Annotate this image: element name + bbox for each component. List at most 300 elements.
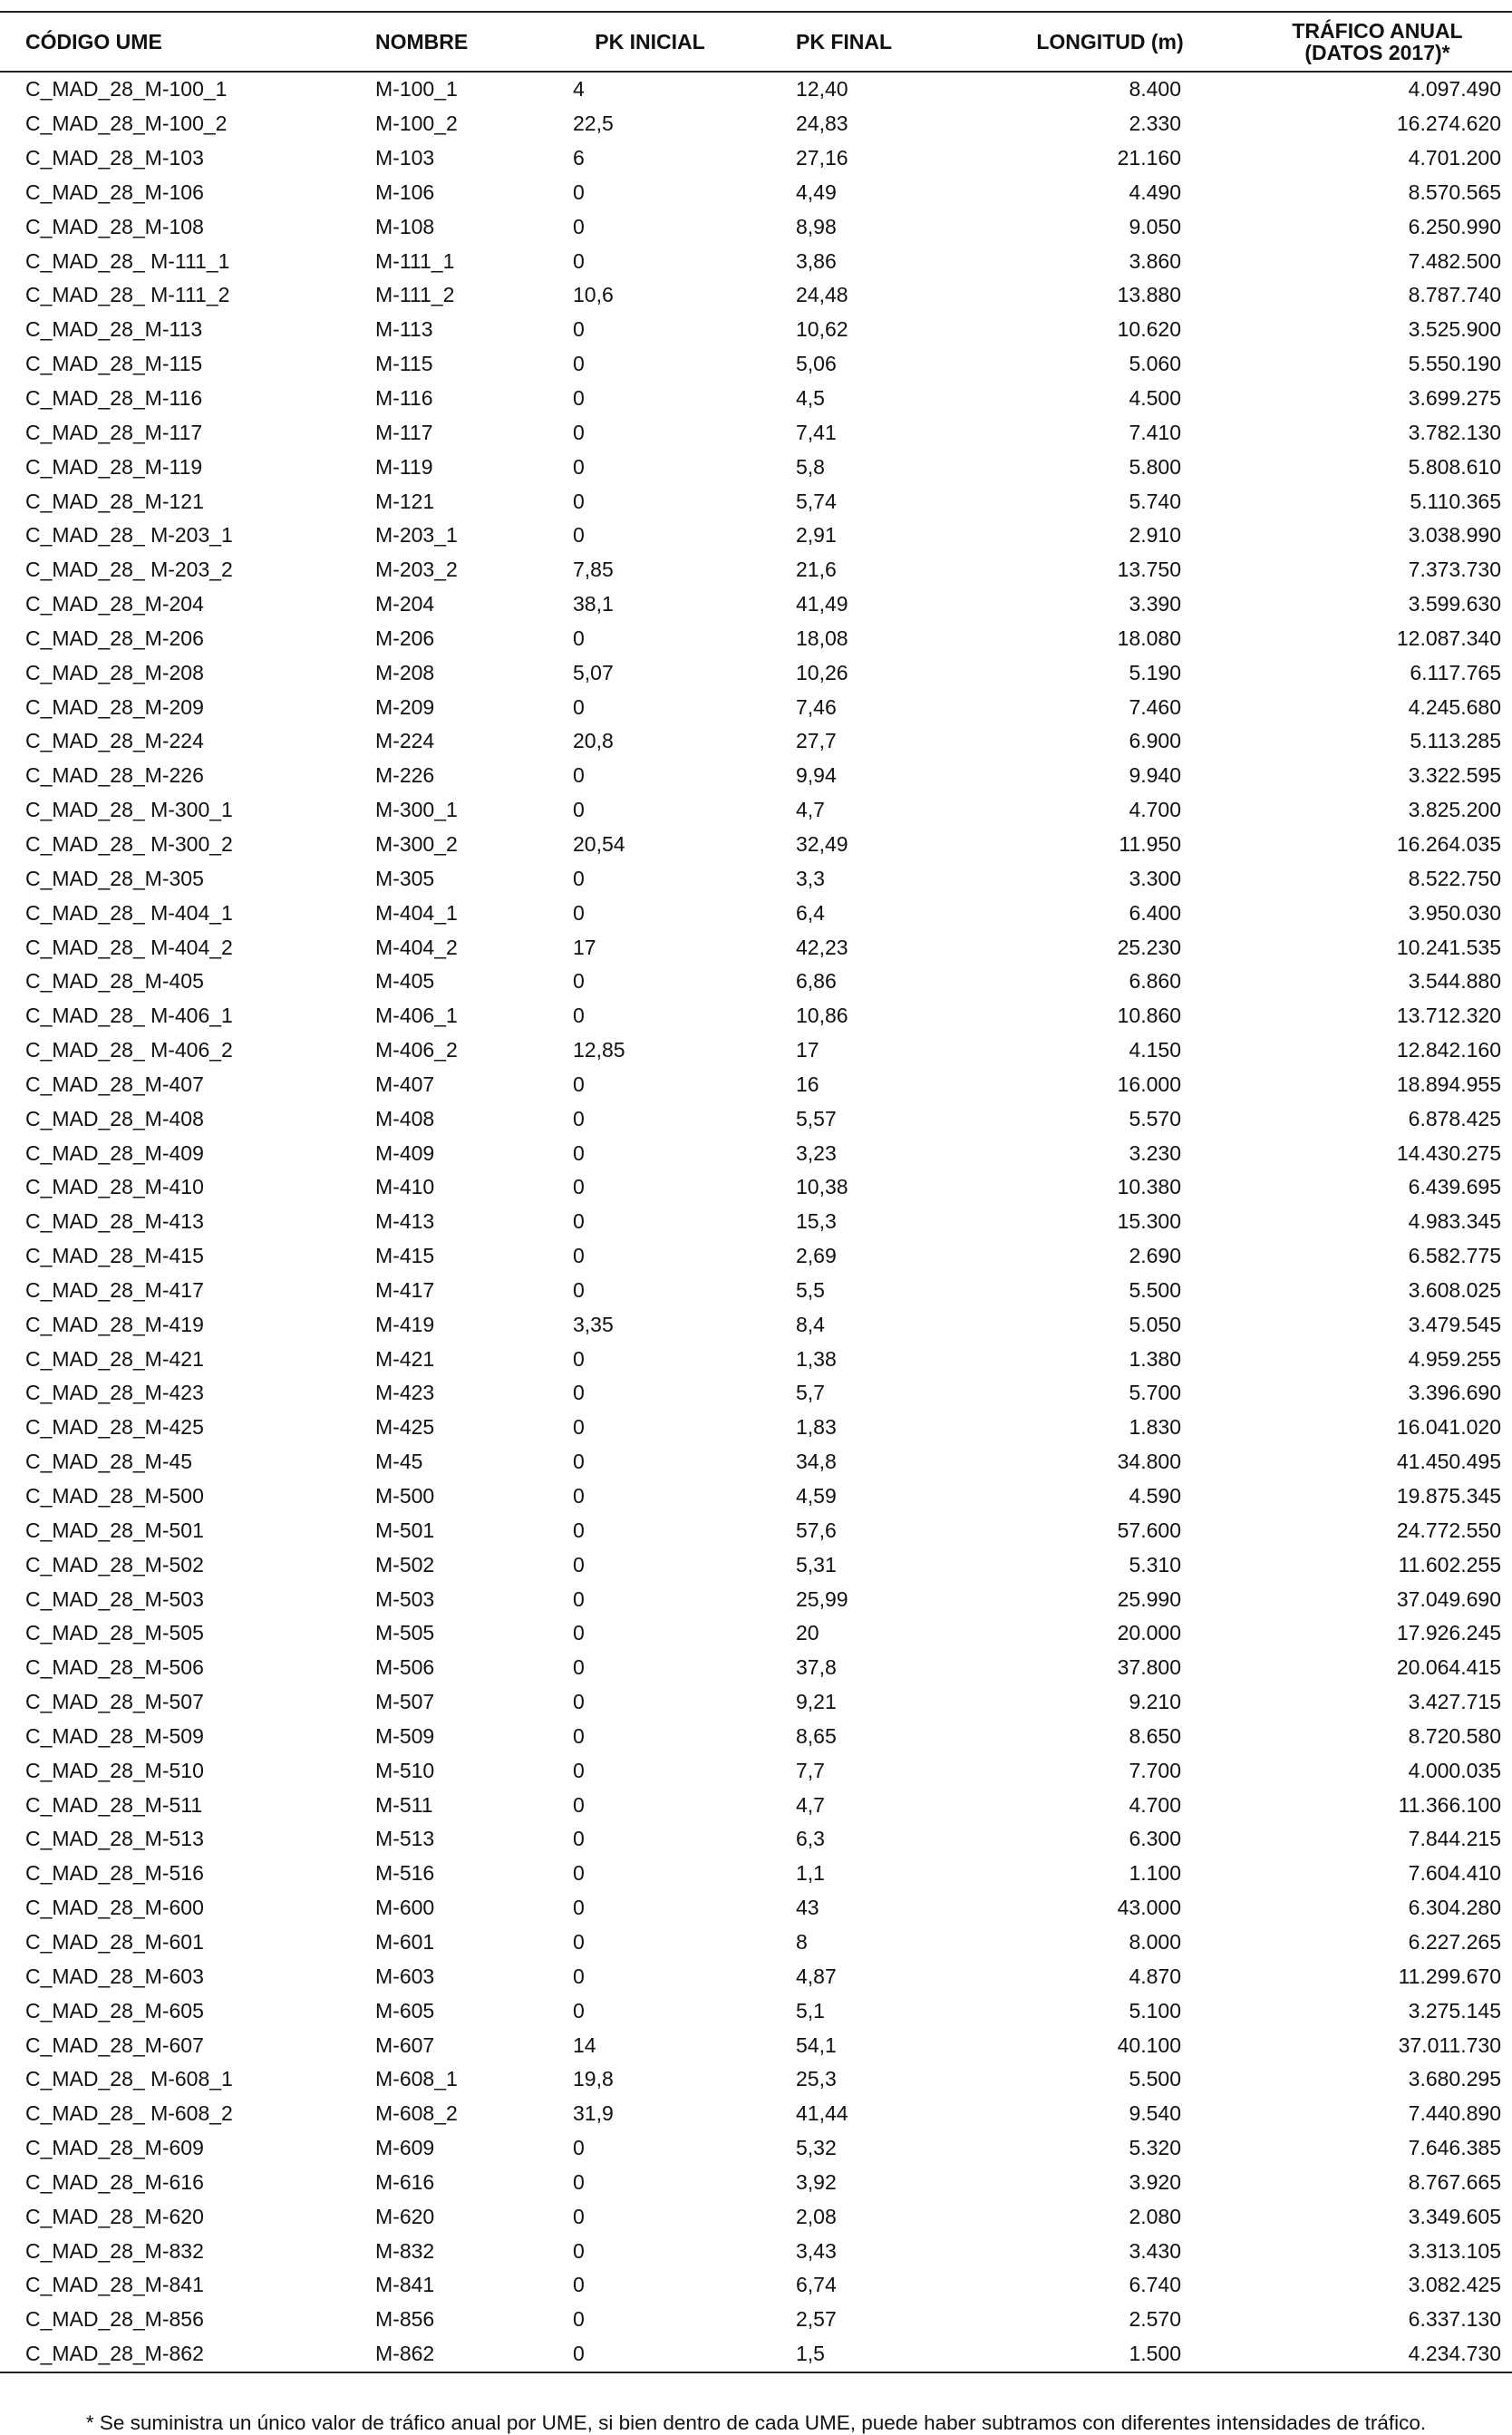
cell-codigo-ume: C_MAD_28_M-620 [25, 2204, 204, 2228]
cell-longitud: 10.380 [1117, 1175, 1181, 1199]
cell-longitud: 3.230 [1129, 1140, 1181, 1165]
cell-longitud: 5.060 [1129, 352, 1181, 376]
cell-longitud: 3.430 [1129, 2238, 1181, 2263]
cell-longitud: 9.940 [1129, 763, 1181, 788]
cell-trafico-anual: 19.875.345 [1396, 1484, 1501, 1509]
cell-codigo-ume: C_MAD_28_M-856 [25, 2307, 204, 2332]
cell-pk-inicial: 0 [573, 900, 585, 925]
cell-nombre: M-415 [375, 1244, 435, 1268]
cell-codigo-ume: C_MAD_28_ M-300_2 [25, 831, 233, 856]
cell-codigo-ume: C_MAD_28_M-113 [25, 317, 203, 342]
cell-nombre: M-408 [375, 1106, 435, 1130]
cell-longitud: 11.950 [1119, 831, 1181, 856]
cell-nombre: M-832 [375, 2238, 435, 2263]
cell-longitud: 37.800 [1117, 1655, 1181, 1680]
cell-longitud: 2.080 [1129, 2204, 1181, 2228]
cell-pk-inicial: 0 [573, 1175, 585, 1199]
cell-pk-final: 25,3 [796, 2067, 837, 2091]
table-row [0, 1720, 1512, 1754]
cell-pk-final: 42,23 [796, 935, 848, 959]
cell-pk-final: 4,59 [796, 1484, 837, 1509]
cell-longitud: 3.920 [1129, 2169, 1181, 2194]
cell-pk-inicial: 19,8 [573, 2067, 614, 2091]
cell-codigo-ume: C_MAD_28_M-415 [25, 1244, 204, 1268]
cell-pk-final: 54,1 [796, 2032, 837, 2057]
cell-pk-inicial: 0 [573, 1758, 585, 1782]
cell-trafico-anual: 3.825.200 [1408, 798, 1501, 822]
cell-pk-inicial: 0 [573, 2273, 585, 2297]
cell-longitud: 3.860 [1129, 248, 1181, 273]
cell-trafico-anual: 13.712.320 [1396, 1004, 1501, 1028]
table-row [0, 1994, 1512, 2028]
cell-pk-inicial: 0 [573, 1209, 585, 1234]
cell-codigo-ume: C_MAD_28_ M-608_1 [25, 2067, 233, 2091]
cell-nombre: M-516 [375, 1861, 435, 1886]
cell-nombre: M-226 [375, 763, 435, 788]
cell-pk-inicial: 0 [573, 1690, 585, 1714]
cell-trafico-anual: 5.113.285 [1410, 729, 1501, 753]
cell-longitud: 4.150 [1129, 1038, 1181, 1062]
cell-longitud: 4.590 [1129, 1484, 1181, 1509]
cell-pk-final: 4,7 [796, 798, 825, 822]
cell-pk-inicial: 0 [573, 179, 585, 204]
cell-pk-final: 20 [796, 1621, 819, 1645]
cell-pk-inicial: 31,9 [573, 2101, 614, 2126]
cell-codigo-ume: C_MAD_28_M-616 [25, 2169, 204, 2194]
cell-pk-inicial: 0 [573, 317, 585, 342]
table-row [0, 1445, 1512, 1479]
table-row [0, 1959, 1512, 1994]
cell-longitud: 3.390 [1129, 592, 1181, 616]
cell-pk-final: 43 [796, 1896, 819, 1920]
cell-nombre: M-404_1 [375, 900, 458, 925]
cell-codigo-ume: C_MAD_28_ M-203_2 [25, 558, 233, 582]
cell-trafico-anual: 7.604.410 [1408, 1861, 1501, 1886]
cell-trafico-anual: 37.049.690 [1396, 1586, 1501, 1611]
cell-trafico-anual: 4.234.730 [1246, 2337, 1512, 2372]
header-nombre: NOMBRE [348, 12, 566, 72]
cell-pk-final: 9,21 [796, 1690, 837, 1714]
cell-pk-inicial: 0 [573, 454, 585, 479]
cell-nombre: M-413 [375, 1209, 435, 1234]
cell-nombre: M-419 [375, 1312, 435, 1336]
cell-codigo-ume: C_MAD_28_M-108 [25, 214, 204, 238]
cell-trafico-anual: 8.522.750 [1408, 866, 1501, 890]
table-row [0, 1170, 1512, 1205]
cell-nombre: M-117 [375, 420, 433, 444]
cell-trafico-anual: 4.245.680 [1408, 694, 1501, 719]
cell-nombre: M-203_2 [375, 558, 458, 582]
cell-pk-inicial: 0 [573, 1964, 585, 1988]
cell-trafico-anual: 12.087.340 [1396, 626, 1501, 650]
cell-nombre: M-513 [375, 1827, 435, 1851]
cell-pk-final: 37,8 [796, 1655, 837, 1680]
cell-pk-inicial: 0 [573, 1896, 585, 1920]
table-row [0, 896, 1512, 930]
table-row [0, 141, 1512, 176]
cell-pk-final: 8,65 [796, 1723, 837, 1748]
cell-codigo-ume: C_MAD_28_M-305 [25, 866, 204, 890]
cell-pk-inicial: 0 [566, 2337, 789, 2372]
cell-codigo-ume: C_MAD_28_M-45 [25, 1450, 193, 1474]
cell-codigo-ume: C_MAD_28_M-506 [25, 1655, 204, 1680]
table-row [0, 1342, 1512, 1376]
cell-longitud: 5.050 [1129, 1312, 1181, 1336]
table-row [0, 2303, 1512, 2337]
cell-nombre: M-607 [375, 2032, 435, 2057]
table-row [0, 759, 1512, 793]
cell-pk-final: 1,1 [796, 1861, 825, 1886]
cell-codigo-ume: C_MAD_28_ M-203_1 [25, 523, 233, 548]
cell-trafico-anual: 7.440.890 [1408, 2101, 1501, 2126]
table-row [0, 209, 1512, 244]
table-row [0, 1376, 1512, 1411]
cell-pk-inicial: 0 [573, 1346, 585, 1371]
cell-longitud: 15.300 [1117, 1209, 1181, 1234]
cell-codigo-ume: C_MAD_28_M-507 [25, 1690, 204, 1714]
cell-nombre: M-502 [375, 1552, 435, 1576]
header-codigo-ume: CÓDIGO UME [0, 12, 348, 72]
table-row [0, 587, 1512, 622]
cell-pk-inicial: 4 [573, 77, 585, 102]
cell-pk-final: 7,7 [796, 1758, 825, 1782]
cell-nombre: M-862 [348, 2337, 566, 2372]
cell-trafico-anual: 5.550.190 [1408, 352, 1501, 376]
cell-pk-inicial: 0 [573, 352, 585, 376]
cell-pk-final: 6,4 [796, 900, 825, 925]
cell-pk-inicial: 0 [573, 2307, 585, 2332]
cell-longitud: 5.500 [1129, 1277, 1181, 1302]
cell-pk-inicial: 0 [573, 763, 585, 788]
cell-pk-final: 5,8 [796, 454, 825, 479]
cell-pk-inicial: 0 [573, 214, 585, 238]
cell-trafico-anual: 8.767.665 [1408, 2169, 1501, 2194]
table-row [0, 107, 1512, 141]
cell-trafico-anual: 17.926.245 [1396, 1621, 1501, 1645]
cell-pk-final: 8,98 [796, 214, 837, 238]
cell-nombre: M-111_2 [375, 283, 455, 307]
cell-codigo-ume: C_MAD_28_M-600 [25, 1896, 204, 1920]
cell-pk-final: 5,31 [796, 1552, 837, 1576]
table-row [0, 2028, 1512, 2062]
cell-codigo-ume: C_MAD_28_M-605 [25, 1998, 204, 2023]
cell-trafico-anual: 3.608.025 [1408, 1277, 1501, 1302]
cell-pk-final: 5,74 [796, 489, 837, 513]
cell-trafico-anual: 3.680.295 [1408, 2067, 1501, 2091]
cell-codigo-ume: C_MAD_28_M-509 [25, 1723, 204, 1748]
cell-pk-inicial: 6 [573, 146, 585, 170]
cell-codigo-ume: C_MAD_28_M-405 [25, 969, 204, 994]
cell-codigo-ume: C_MAD_28_M-510 [25, 1758, 204, 1782]
cell-nombre: M-603 [375, 1964, 435, 1988]
cell-codigo-ume: C_MAD_28_ M-300_1 [25, 798, 233, 822]
cell-pk-inicial: 0 [573, 386, 585, 411]
cell-pk-final: 4,87 [796, 1964, 837, 1988]
table-row [0, 724, 1512, 759]
cell-pk-final: 32,49 [796, 831, 848, 856]
cell-codigo-ume: C_MAD_28_ M-404_1 [25, 900, 233, 925]
cell-codigo-ume: C_MAD_28_M-119 [25, 454, 203, 479]
table-row [0, 828, 1512, 862]
cell-longitud: 16.000 [1117, 1072, 1181, 1096]
cell-longitud: 8.400 [1129, 77, 1181, 102]
cell-longitud: 6.740 [1129, 2273, 1181, 2297]
table-row [0, 553, 1512, 587]
table-row [0, 861, 1512, 896]
cell-codigo-ume: C_MAD_28_M-116 [25, 386, 203, 411]
cell-pk-final: 6,74 [796, 2273, 837, 2297]
cell-trafico-anual: 18.894.955 [1396, 1072, 1501, 1096]
cell-pk-inicial: 0 [573, 866, 585, 890]
table-row [0, 2165, 1512, 2199]
cell-trafico-anual: 3.699.275 [1408, 386, 1501, 411]
cell-trafico-anual: 4.983.345 [1408, 1209, 1501, 1234]
table-row [0, 965, 1512, 999]
cell-codigo-ume: C_MAD_28_M-501 [25, 1518, 204, 1542]
table-row [0, 1753, 1512, 1788]
table-row [0, 415, 1512, 450]
cell-nombre: M-106 [375, 179, 435, 204]
cell-pk-final: 7,46 [796, 694, 837, 719]
cell-longitud: 9.210 [1129, 1690, 1181, 1714]
cell-trafico-anual: 3.479.545 [1408, 1312, 1501, 1336]
cell-pk-inicial: 0 [573, 969, 585, 994]
cell-trafico-anual: 3.525.900 [1408, 317, 1501, 342]
cell-trafico-anual: 11.602.255 [1398, 1552, 1501, 1576]
cell-pk-final: 1,83 [796, 1415, 837, 1440]
cell-trafico-anual: 6.117.765 [1410, 660, 1501, 684]
cell-trafico-anual: 3.950.030 [1408, 900, 1501, 925]
table-row [0, 1651, 1512, 1685]
table-row [0, 450, 1512, 484]
cell-trafico-anual: 7.844.215 [1408, 1827, 1501, 1851]
cell-codigo-ume: C_MAD_28_ M-111_1 [25, 248, 230, 273]
cell-nombre: M-111_1 [375, 248, 455, 273]
cell-pk-inicial: 0 [573, 1415, 585, 1440]
table-row [0, 176, 1512, 210]
cell-pk-final: 6,86 [796, 969, 837, 994]
cell-trafico-anual: 6.337.130 [1408, 2307, 1501, 2332]
cell-trafico-anual: 6.250.990 [1408, 214, 1501, 238]
cell-longitud: 4.490 [1129, 179, 1181, 204]
cell-nombre: M-605 [375, 1998, 435, 2023]
cell-codigo-ume: C_MAD_28_M-511 [25, 1792, 203, 1817]
cell-pk-final: 3,92 [796, 2169, 837, 2194]
cell-codigo-ume: C_MAD_28_M-601 [25, 1929, 204, 1954]
cell-codigo-ume: C_MAD_28_ M-406_2 [25, 1038, 233, 1062]
table-row [0, 1067, 1512, 1101]
cell-pk-inicial: 0 [573, 2136, 585, 2160]
table-row [0, 1685, 1512, 1720]
cell-longitud: 4.700 [1129, 1792, 1181, 1817]
cell-trafico-anual: 5.110.365 [1410, 489, 1501, 513]
cell-codigo-ume: C_MAD_28_M-609 [25, 2136, 204, 2160]
cell-pk-inicial: 0 [573, 2238, 585, 2263]
cell-longitud: 7.410 [1129, 420, 1181, 444]
cell-longitud: 18.080 [1117, 626, 1181, 650]
table-row [0, 382, 1512, 416]
cell-longitud: 25.230 [1117, 935, 1181, 959]
cell-trafico-anual: 16.264.035 [1396, 831, 1501, 856]
cell-nombre: M-511 [375, 1792, 433, 1817]
table-row [0, 793, 1512, 828]
table-row [0, 655, 1512, 690]
cell-pk-final: 57,6 [796, 1518, 837, 1542]
cell-longitud: 5.190 [1129, 660, 1181, 684]
cell-longitud: 25.990 [1117, 1586, 1181, 1611]
cell-longitud: 20.000 [1117, 1621, 1181, 1645]
cell-pk-final: 10,38 [796, 1175, 848, 1199]
cell-codigo-ume: C_MAD_28_M-115 [25, 352, 203, 376]
cell-pk-final: 7,41 [796, 420, 837, 444]
cell-pk-final: 16 [796, 1072, 819, 1096]
table-row [0, 1205, 1512, 1239]
cell-trafico-anual: 11.299.670 [1398, 1964, 1501, 1988]
cell-pk-inicial: 0 [573, 1518, 585, 1542]
cell-longitud: 5.800 [1129, 454, 1181, 479]
table-body [0, 72, 1512, 2372]
cell-pk-inicial: 0 [573, 1929, 585, 1954]
cell-trafico-anual: 37.011.730 [1398, 2032, 1501, 2057]
table-row [0, 1033, 1512, 1068]
cell-pk-final: 10,86 [796, 1004, 848, 1028]
cell-longitud: 13.750 [1117, 558, 1181, 582]
cell-longitud: 8.000 [1129, 1929, 1181, 1954]
cell-nombre: M-841 [375, 2273, 435, 2297]
cell-pk-inicial: 14 [573, 2032, 596, 2057]
cell-nombre: M-507 [375, 1690, 435, 1714]
cell-trafico-anual: 6.439.695 [1408, 1175, 1501, 1199]
cell-trafico-anual: 3.396.690 [1408, 1381, 1501, 1405]
cell-codigo-ume: C_MAD_28_M-502 [25, 1552, 204, 1576]
cell-trafico-anual: 3.544.880 [1408, 969, 1501, 994]
table-row [0, 1513, 1512, 1547]
cell-codigo-ume: C_MAD_28_M-503 [25, 1586, 204, 1611]
cell-nombre: M-503 [375, 1586, 435, 1611]
table-row [0, 72, 1512, 107]
cell-nombre: M-609 [375, 2136, 435, 2160]
cell-pk-final: 5,57 [796, 1106, 837, 1130]
cell-codigo-ume: C_MAD_28_M-208 [25, 660, 204, 684]
cell-pk-final: 5,5 [796, 1277, 825, 1302]
table-row [0, 999, 1512, 1033]
cell-pk-inicial: 0 [573, 1484, 585, 1509]
cell-longitud: 13.880 [1117, 283, 1181, 307]
cell-pk-inicial: 20,8 [573, 729, 614, 753]
cell-pk-final: 2,08 [796, 2204, 837, 2228]
cell-pk-final: 4,5 [796, 386, 825, 411]
cell-trafico-anual: 3.275.145 [1408, 1998, 1501, 2023]
cell-nombre: M-616 [375, 2169, 435, 2194]
cell-longitud: 10.860 [1117, 1004, 1181, 1028]
cell-nombre: M-224 [375, 729, 435, 753]
cell-codigo-ume: C_MAD_28_M-100_2 [25, 112, 228, 136]
table-row [0, 484, 1512, 519]
cell-pk-inicial: 0 [573, 626, 585, 650]
table-row [0, 1788, 1512, 1822]
cell-trafico-anual: 14.430.275 [1396, 1140, 1501, 1165]
cell-nombre: M-206 [375, 626, 435, 650]
cell-nombre: M-505 [375, 1621, 435, 1645]
cell-longitud: 7.700 [1129, 1758, 1181, 1782]
cell-pk-inicial: 10,6 [573, 283, 614, 307]
cell-codigo-ume: C_MAD_28_M-121 [25, 489, 204, 513]
cell-trafico-anual: 3.349.605 [1408, 2204, 1501, 2228]
cell-pk-final: 5,7 [796, 1381, 825, 1405]
cell-codigo-ume: C_MAD_28_ M-404_2 [25, 935, 233, 959]
cell-nombre: M-113 [375, 317, 433, 342]
cell-trafico-anual: 20.064.415 [1396, 1655, 1501, 1680]
cell-pk-inicial: 0 [573, 694, 585, 719]
table-row [0, 313, 1512, 347]
cell-codigo-ume: C_MAD_28_M-410 [25, 1175, 204, 1199]
cell-nombre: M-203_1 [375, 523, 458, 548]
cell-nombre: M-423 [375, 1381, 435, 1405]
cell-longitud: 2.910 [1129, 523, 1181, 548]
cell-longitud: 4.700 [1129, 798, 1181, 822]
cell-trafico-anual: 6.582.775 [1408, 1244, 1501, 1268]
cell-trafico-anual: 4.097.490 [1408, 77, 1501, 102]
cell-trafico-anual: 3.038.990 [1408, 523, 1501, 548]
document-page [0, 11, 1512, 2373]
table-row [0, 519, 1512, 553]
cell-nombre: M-209 [375, 694, 435, 719]
cell-pk-final: 2,91 [796, 523, 837, 548]
cell-trafico-anual: 7.646.385 [1408, 2136, 1501, 2160]
cell-longitud: 40.100 [1117, 2032, 1181, 2057]
cell-longitud: 21.160 [1117, 146, 1181, 170]
cell-nombre: M-121 [375, 489, 435, 513]
cell-codigo-ume: C_MAD_28_M-106 [25, 179, 204, 204]
table-row [0, 1582, 1512, 1616]
table-row [0, 1101, 1512, 1136]
cell-pk-final: 25,99 [796, 1586, 848, 1611]
cell-longitud: 1.380 [1129, 1346, 1181, 1371]
cell-longitud: 5.700 [1129, 1381, 1181, 1405]
header-longitud: LONGITUD (m) [1010, 12, 1246, 72]
header-trafico-anual: TRÁFICO ANUAL (DATOS 2017)* [1246, 12, 1512, 72]
cell-longitud: 2.330 [1129, 112, 1181, 136]
table-row [0, 2337, 1512, 2372]
cell-pk-final: 10,26 [796, 660, 848, 684]
cell-pk-inicial: 0 [573, 489, 585, 513]
table-row [0, 1891, 1512, 1926]
cell-codigo-ume: C_MAD_28_M-117 [25, 420, 203, 444]
cell-pk-final: 12,40 [796, 77, 848, 102]
cell-pk-final: 15,3 [796, 1209, 837, 1234]
cell-codigo-ume: C_MAD_28_M-419 [25, 1312, 204, 1336]
cell-pk-inicial: 0 [573, 1140, 585, 1165]
cell-trafico-anual: 6.304.280 [1408, 1896, 1501, 1920]
cell-codigo-ume: C_MAD_28_M-516 [25, 1861, 204, 1886]
cell-pk-final: 27,16 [796, 146, 848, 170]
cell-nombre: M-417 [375, 1277, 435, 1302]
cell-trafico-anual: 7.482.500 [1408, 248, 1501, 273]
cell-codigo-ume: C_MAD_28_M-100_1 [25, 77, 228, 102]
cell-nombre: M-208 [375, 660, 435, 684]
cell-pk-final: 2,69 [796, 1244, 837, 1268]
cell-codigo-ume: C_MAD_28_M-862 [0, 2337, 348, 2372]
cell-pk-inicial: 0 [573, 1621, 585, 1645]
cell-pk-inicial: 0 [573, 1450, 585, 1474]
cell-pk-inicial: 3,35 [573, 1312, 614, 1336]
cell-longitud: 9.050 [1129, 214, 1181, 238]
cell-pk-final: 3,86 [796, 248, 837, 273]
cell-trafico-anual: 8.570.565 [1408, 179, 1501, 204]
cell-pk-inicial: 0 [573, 1861, 585, 1886]
table-row [0, 1136, 1512, 1170]
cell-pk-inicial: 12,85 [573, 1038, 625, 1062]
